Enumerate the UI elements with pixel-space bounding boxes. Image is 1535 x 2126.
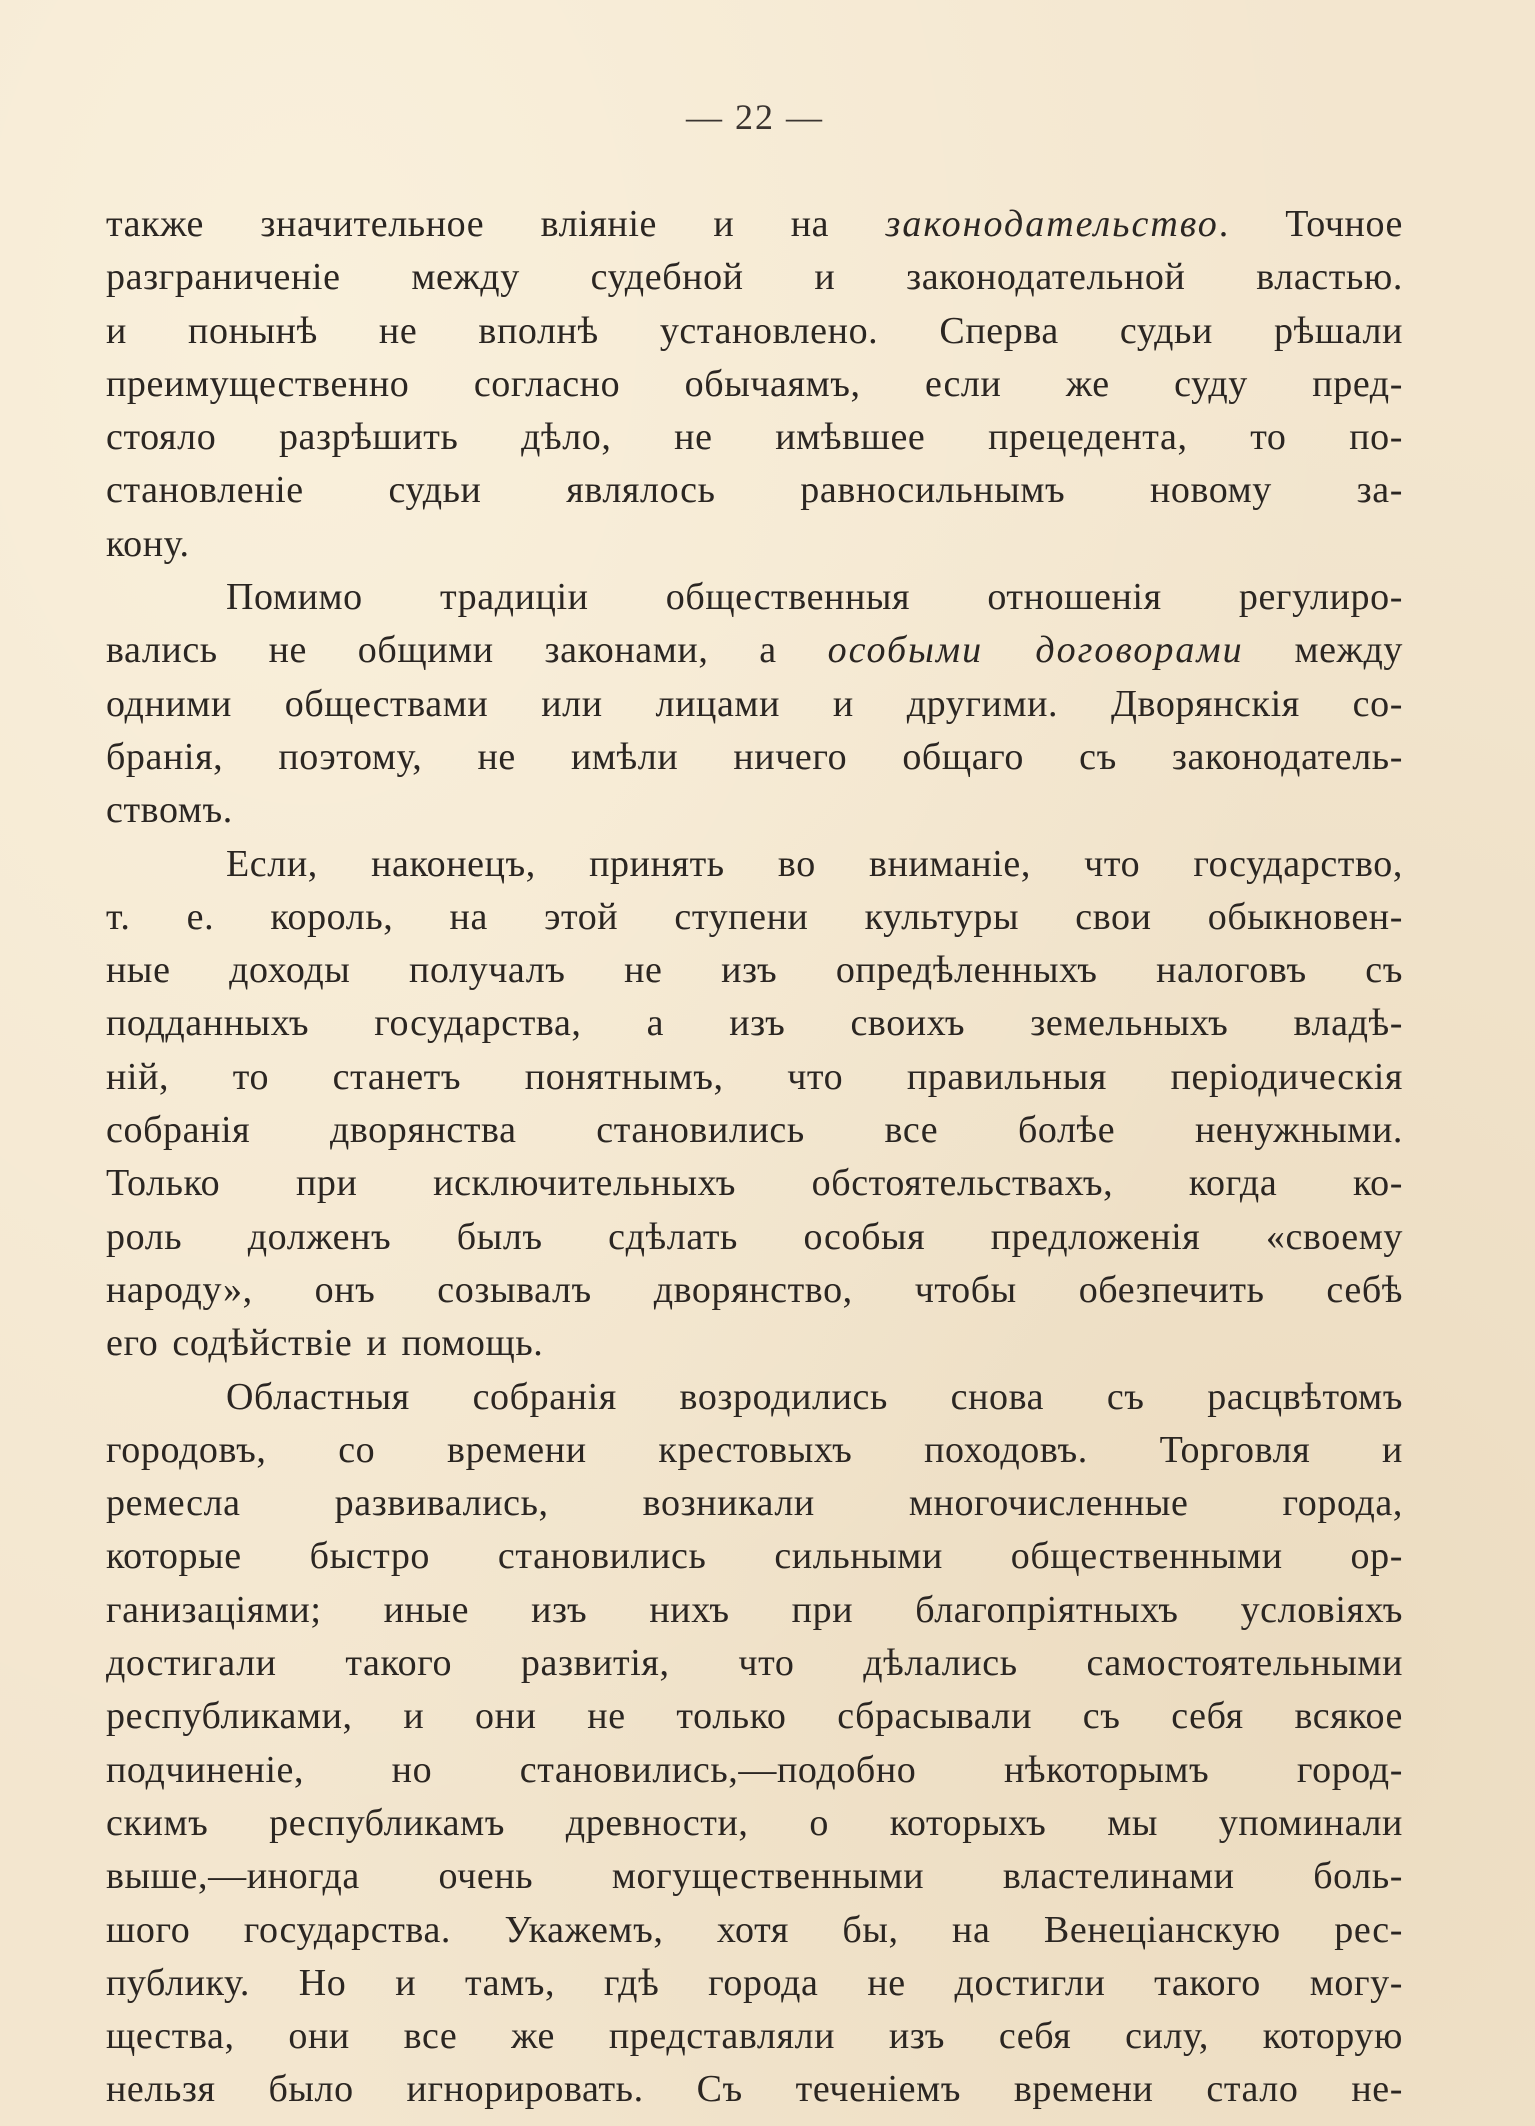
text-line (106, 464, 1403, 517)
line-text: нельзя было игнорировать. Съ теченіемъ времени стало не- (106, 2068, 1403, 2111)
line-text: подданныхъ государства, а изъ своихъ земельныхъ владѣ- (106, 1002, 1403, 1045)
line-text: скимъ республикамъ древности, о которыхъ мы упоминали (106, 1801, 1403, 1844)
line-text: ній, то станетъ понятнымъ, что правильныя періодическія (106, 1055, 1403, 1098)
text-line (106, 1904, 1403, 1957)
text-line (106, 1850, 1403, 1903)
line-text: Только при исключительныхъ обстоятельствахъ, когда ко- (106, 1162, 1403, 1205)
line-text: Областныя собранія возродились снова съ расцвѣтомъ (226, 1375, 1403, 1418)
text-line (106, 358, 1403, 411)
text-line (106, 571, 1403, 624)
emphasized-text: законодательство (885, 203, 1219, 245)
text-line (106, 1157, 1403, 1210)
text-line (106, 1104, 1403, 1157)
text-line (106, 1744, 1403, 1797)
text-line (106, 1371, 1403, 1424)
line-text: подчиненіе, но становились,—подобно нѣкоторымъ город- (106, 1748, 1403, 1791)
text-line (106, 251, 1403, 304)
line-text: ствомъ. (106, 789, 233, 832)
line-text: роль долженъ былъ сдѣлать особыя предложенія «своему (106, 1215, 1403, 1258)
line-text: Помимо традиціи общественныя отношенія регулиро- (226, 576, 1403, 619)
line-text: одними обществами или лицами и другими. Дворянскія со- (106, 682, 1403, 725)
text-line (106, 1211, 1403, 1264)
text-line (106, 1477, 1403, 1530)
line-text: ные доходы получалъ не изъ опредѣленныхъ налоговъ съ (106, 949, 1403, 992)
page-number: — 22 — (686, 97, 824, 137)
line-text: ганизаціями; иные изъ нихъ при благопріятныхъ условіяхъ (106, 1588, 1403, 1631)
line-text: которые быстро становились сильными общественными ор- (106, 1535, 1403, 1578)
line-text: городовъ, со времени крестовыхъ походовъ. Торговля и (106, 1428, 1403, 1471)
text-line (106, 518, 1403, 571)
line-text: достигали такого развитія, что дѣлались самостоятельными (106, 1642, 1403, 1685)
line-text: его содѣйствіе и помощь. (106, 1322, 544, 1365)
line-text: бранія, поэтому, не имѣли ничего общаго съ законодатель- (106, 735, 1403, 778)
line-text: щества, они все же представляли изъ себя силу, которую (106, 2015, 1403, 2058)
text-line (106, 997, 1403, 1050)
line-text-continued: между (1243, 629, 1403, 672)
line-text: разграниченіе между судебной и законодательной властью. (106, 256, 1403, 299)
text-line (106, 1264, 1403, 1317)
text-line (106, 1690, 1403, 1743)
line-text: народу», онъ созывалъ дворянство, чтобы обезпечить себѣ (106, 1268, 1403, 1311)
text-line (106, 1957, 1403, 2010)
text-line (106, 2010, 1403, 2063)
emphasized-text: особыми договорами (827, 629, 1244, 672)
text-line (106, 624, 1403, 677)
line-text: стояло разрѣшить дѣло, не имѣвшее прецедента, то по- (106, 416, 1403, 459)
line-text: т. е. король, на этой ступени культуры свои обыкновен- (106, 895, 1403, 938)
text-line (106, 1584, 1403, 1637)
line-text: преимущественно согласно обычаямъ, если же суду пред- (106, 362, 1403, 405)
text-line (106, 1317, 1403, 1370)
text-line (106, 838, 1403, 891)
line-text: шого государства. Укажемъ, хотя бы, на Венеціанскую рес- (106, 1908, 1403, 1951)
line-text: публику. Но и тамъ, гдѣ города не достигли такого могу- (106, 1961, 1403, 2004)
line-text: вались не общими законами, а (106, 629, 828, 672)
line-text: становленіе судьи являлось равносильнымъ новому за- (106, 469, 1403, 512)
line-text: кону. (106, 522, 190, 565)
text-line (106, 944, 1403, 997)
text-line (106, 891, 1403, 944)
line-text: собранія дворянства становились все болѣе ненужными. (106, 1109, 1403, 1152)
text-line (106, 1530, 1403, 1583)
text-line (106, 731, 1403, 784)
line-text: Если, наконецъ, принять во вниманіе, что государство, (226, 842, 1403, 885)
text-line (106, 678, 1403, 731)
text-line (106, 305, 1403, 358)
text-line (106, 1051, 1403, 1104)
text-line (106, 1637, 1403, 1690)
line-text: выше,—иногда очень могущественными властелинами боль- (106, 1855, 1403, 1898)
line-text: республиками, и они не только сбрасывали съ себя всякое (106, 1695, 1403, 1738)
text-line (106, 1797, 1403, 1850)
body-text (106, 198, 1403, 2117)
line-text-continued: . Точное (1218, 203, 1404, 245)
text-line (106, 198, 1403, 251)
text-line (106, 784, 1403, 837)
line-text: также значительное вліяніе и на (106, 203, 886, 245)
line-text: ремесла развивались, возникали многочисленные города, (106, 1482, 1403, 1525)
text-line (106, 2063, 1403, 2116)
line-text: и понынѣ не вполнѣ установлено. Сперва судьи рѣшали (106, 309, 1403, 352)
text-line (106, 411, 1403, 464)
text-line (106, 1424, 1403, 1477)
